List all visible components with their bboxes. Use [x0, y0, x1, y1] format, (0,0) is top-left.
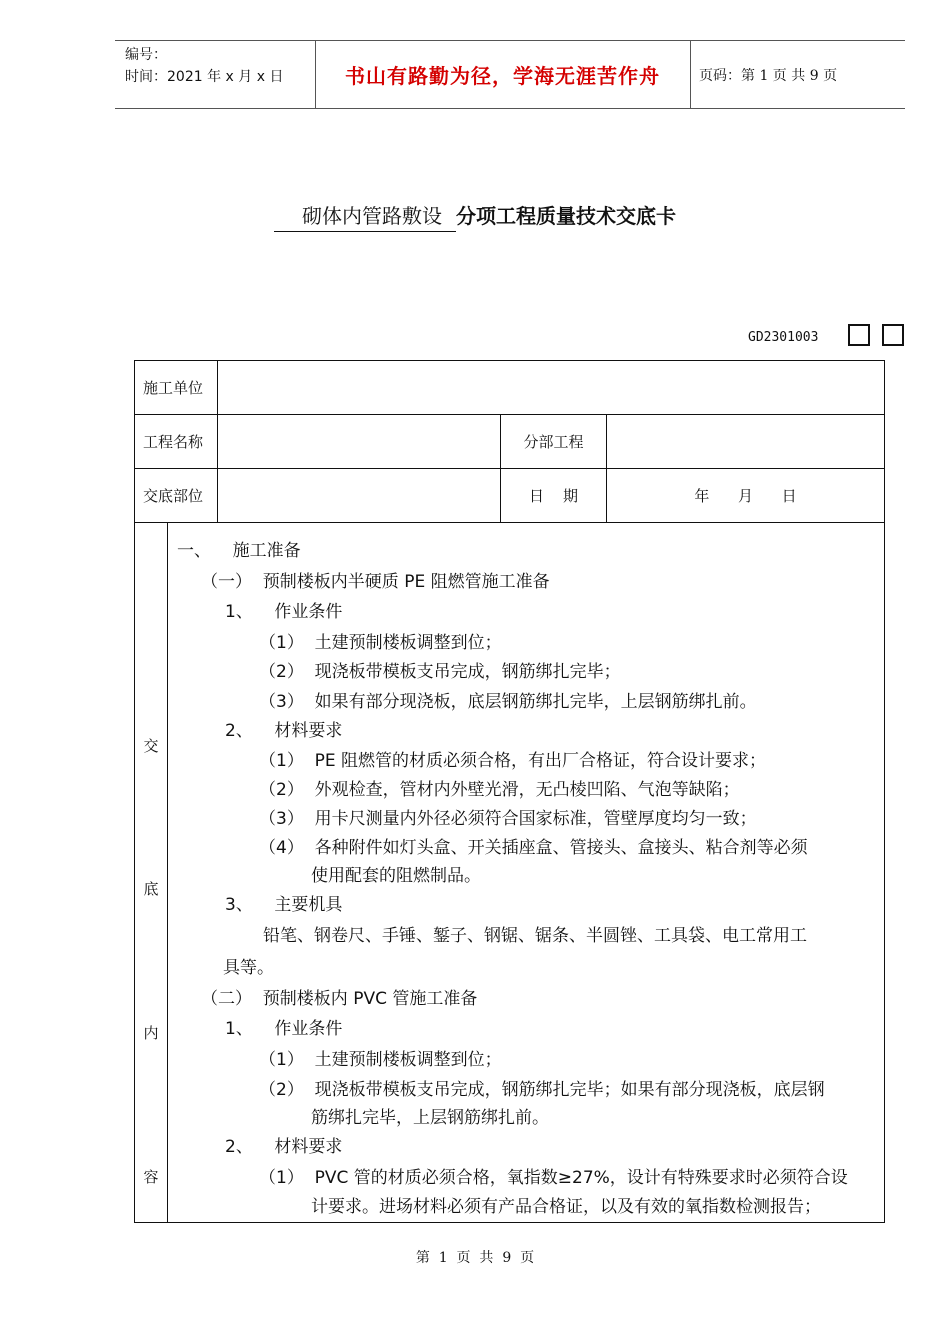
section-heading: 一、 施工准备: [177, 541, 301, 561]
list-item-continuation: 筋绑扎完毕，上层钢筋绑扎前。: [311, 1108, 549, 1128]
subproject-field[interactable]: [607, 414, 884, 468]
date-value[interactable]: 年 月 日: [694, 486, 797, 505]
page-footer: 第 1 页 共 9 页: [415, 1250, 535, 1266]
list-item-continuation: 计要求。进场材料必须有产品合格证，以及有效的氧指数检测报告；: [311, 1197, 821, 1217]
project-field[interactable]: [218, 414, 500, 468]
item-heading: 1、 作业条件: [225, 602, 343, 622]
header-divider: [690, 41, 691, 108]
list-item: （2） 现浇板带模板支吊完成，钢筋绑扎完毕；: [259, 662, 621, 682]
subsection-heading: （二） 预制楼板内 PVC 管施工准备: [201, 989, 478, 1009]
subsection-heading: （一） 预制楼板内半硬质 PE 阻燃管施工准备: [201, 572, 550, 592]
row-divider: [135, 522, 884, 523]
title-suffix: 分项工程质量技术交底卡: [456, 204, 676, 228]
subproject-label: 分部工程: [523, 432, 584, 451]
checkbox-1[interactable]: [848, 324, 870, 346]
header-motto: 书山有路勤为径，学海无涯苦作舟: [345, 64, 660, 88]
side-char-di: 底: [143, 880, 159, 898]
side-char-nei: 内: [143, 1024, 159, 1042]
location-label: 交底部位: [143, 486, 204, 505]
list-item: （2） 现浇板带模板支吊完成，钢筋绑扎完毕；如果有部分现浇板，底层钢: [259, 1080, 825, 1100]
item-heading: 2、 材料要求: [225, 1137, 343, 1157]
document-header: [115, 40, 905, 109]
list-item: （3） 用卡尺测量内外径必须符合国家标准，管壁厚度均匀一致；: [259, 809, 757, 829]
title-subject: 砌体内管路敷设: [274, 200, 456, 232]
date-label: 日 期: [528, 486, 579, 505]
document-code: GD2301003: [748, 330, 819, 345]
list-item: （1） 土建预制楼板调整到位；: [259, 1050, 502, 1070]
project-label: 工程名称: [143, 432, 204, 451]
document-date: 时间：2021 年 x 月 x 日: [125, 69, 284, 85]
paragraph-line: 具等。: [223, 958, 274, 978]
header-page-info: 页码：第 1 页 共 9 页: [699, 67, 838, 84]
unit-label: 施工单位: [143, 379, 204, 397]
side-char-rong: 容: [143, 1168, 159, 1186]
document-number: 编号：: [125, 47, 167, 63]
item-heading: 3、 主要机具: [225, 895, 343, 915]
disclosure-table: [134, 360, 885, 1223]
header-meta: [125, 44, 283, 88]
col-divider: [167, 522, 168, 1222]
list-item: （2） 外观检查，管材内外壁光滑，无凸棱凹陷、气泡等缺陷；: [259, 780, 740, 800]
unit-field[interactable]: [218, 361, 884, 414]
page-title: [0, 200, 950, 232]
list-item: （3） 如果有部分现浇板，底层钢筋绑扎完毕，上层钢筋绑扎前。: [259, 692, 757, 712]
list-item: （1） PE 阻燃管的材质必须合格，有出厂合格证，符合设计要求；: [259, 751, 767, 771]
side-char-jiao: 交: [143, 737, 159, 755]
list-item: （1） 土建预制楼板调整到位；: [259, 633, 502, 653]
list-item-continuation: 使用配套的阻燃制品。: [311, 866, 481, 886]
list-item: （4） 各种附件如灯头盒、开关插座盒、管接头、盒接头、粘合剂等必须: [259, 838, 808, 858]
list-item: （1） PVC 管的材质必须合格，氧指数≥27%，设计有特殊要求时必须符合设: [259, 1168, 848, 1188]
checkbox-2[interactable]: [882, 324, 904, 346]
item-heading: 2、 材料要求: [225, 721, 343, 741]
item-heading: 1、 作业条件: [225, 1019, 343, 1039]
location-field[interactable]: [218, 468, 500, 522]
paragraph-line: 铅笔、钢卷尺、手锤、錾子、钢锯、锯条、半圆锉、工具袋、电工常用工: [263, 926, 807, 946]
